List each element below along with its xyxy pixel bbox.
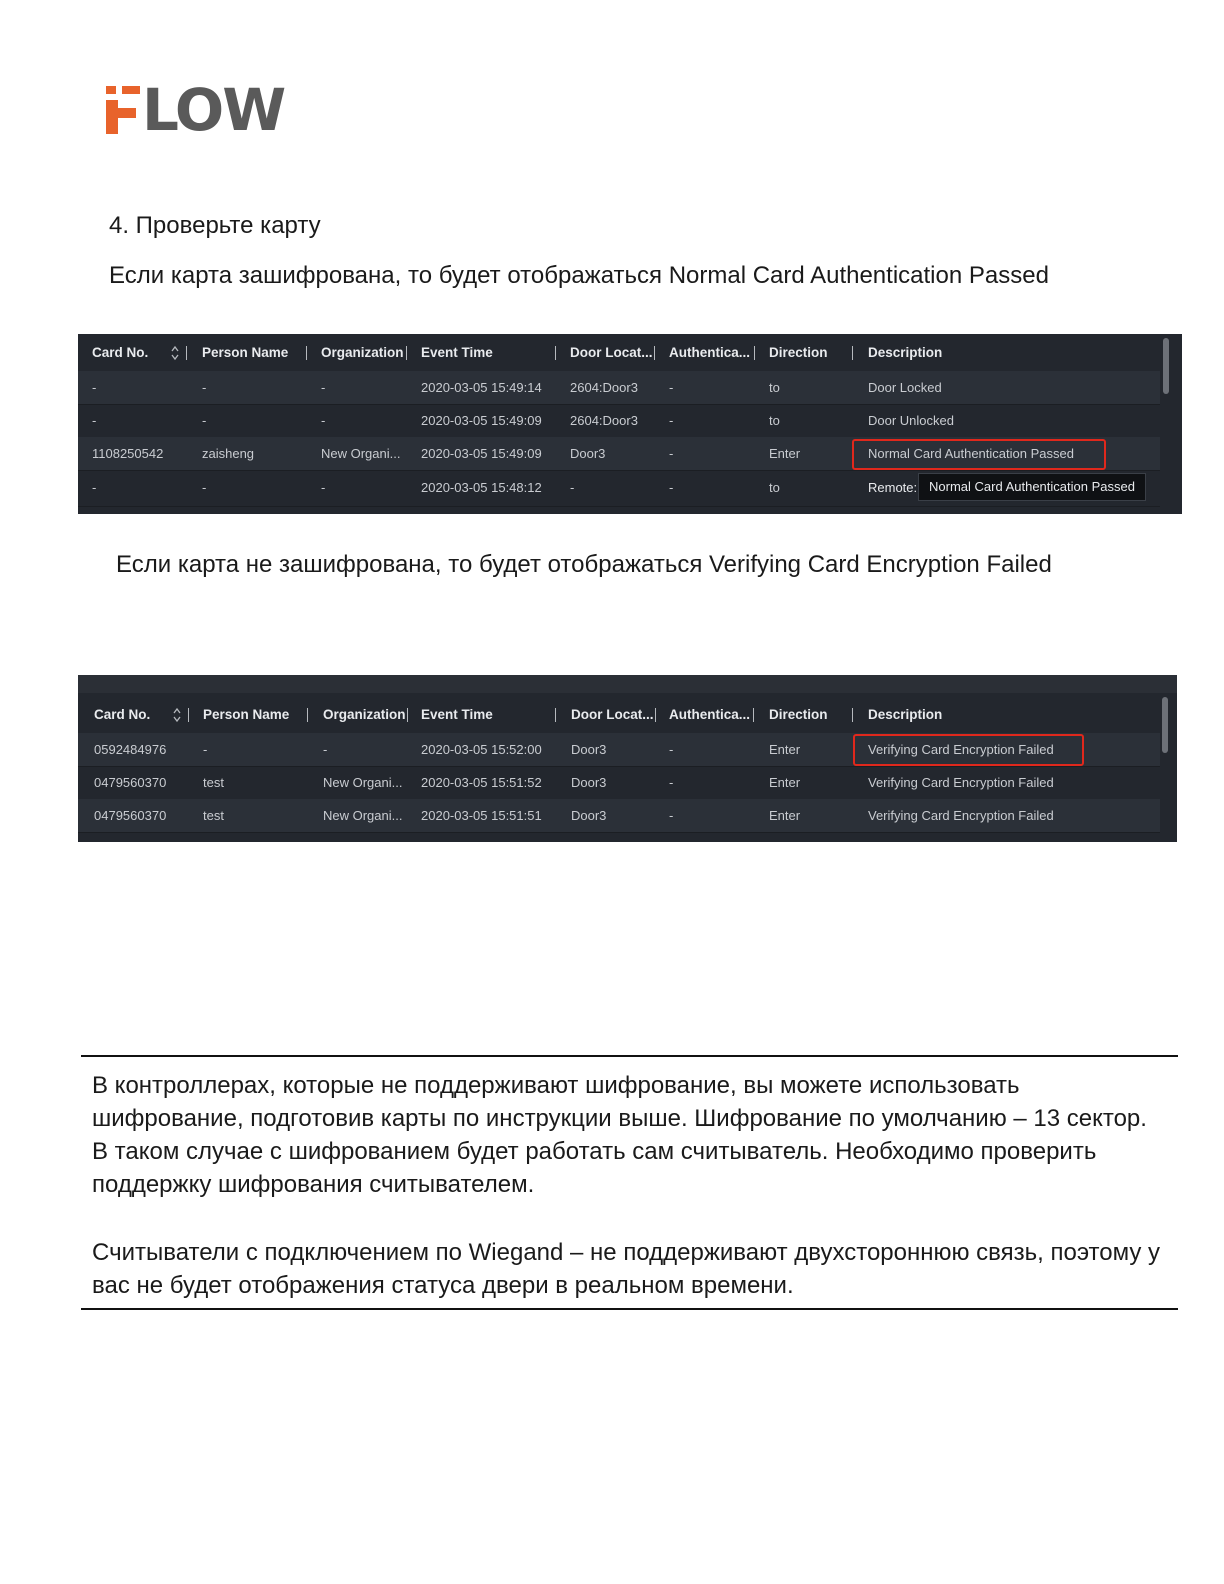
header-person-name[interactable]: Person Name: [202, 345, 289, 360]
note-paragraph-1: В контроллерах, которые не поддерживают шифрование, вы можете использовать шифрование, подготовив карты по инструкции выше. Шифрование по умолчанию – 13 сектор. В таком случае с шифрованием будет работать сам считыватель. Необходимо проверить поддержку шифрования считывателем.: [92, 1072, 1147, 1198]
event-table-encrypted: [78, 334, 1182, 514]
header-event-time[interactable]: Event Time: [421, 345, 493, 360]
header-card-no[interactable]: Card No.: [94, 707, 151, 722]
event-table-not-encrypted: [78, 675, 1177, 842]
header-direction[interactable]: Direction: [769, 707, 828, 722]
note-top-rule: [81, 1055, 1178, 1057]
header-organization[interactable]: Organization: [323, 707, 406, 722]
header-person-name[interactable]: Person Name: [203, 707, 290, 722]
header-description[interactable]: Description: [868, 345, 943, 360]
header-organization[interactable]: Organization: [321, 345, 404, 360]
sort-icon[interactable]: [171, 344, 179, 362]
header-event-time[interactable]: Event Time: [421, 707, 493, 722]
table-header: [78, 336, 1160, 369]
scrollbar-thumb[interactable]: [1162, 697, 1168, 753]
header-card-no[interactable]: Card No.: [92, 345, 149, 360]
highlight-box: [852, 439, 1106, 470]
note-bottom-rule: [81, 1308, 1178, 1310]
header-direction[interactable]: Direction: [769, 345, 828, 360]
scrollbar-thumb[interactable]: [1163, 338, 1169, 394]
sort-icon[interactable]: [173, 706, 181, 724]
header-authentication[interactable]: Authentica...: [669, 707, 751, 722]
table-row[interactable]: 0479560370 test New Organi... 2020-03-05 15:51:52 Door3 - Enter Verifying Card Encryption Failed: [78, 766, 1160, 800]
flow-logo: [106, 76, 285, 144]
table-header: [78, 698, 1160, 731]
table-row[interactable]: 0479560370 test New Organi... 2020-03-05 15:51:51 Door3 - Enter Verifying Card Encryption Failed: [78, 799, 1160, 833]
table-row[interactable]: - - - 2020-03-05 15:49:14 2604:Door3 - to Door Locked: [78, 371, 1160, 405]
note-paragraph-2: Считыватели с подключением по Wiegand – не поддерживают двухстороннюю связь, поэтому у вас не будет отображения статуса двери в реальном времени.: [92, 1239, 1161, 1299]
header-door-location[interactable]: Door Locat...: [571, 707, 654, 722]
highlight-box: [853, 734, 1084, 766]
table-row[interactable]: - - - 2020-03-05 15:48:12 - - to Remote:: [78, 470, 1160, 507]
table-row[interactable]: - - - 2020-03-05 15:49:09 2604:Door3 - to Door Unlocked: [78, 404, 1160, 438]
header-door-location[interactable]: Door Locat...: [570, 345, 653, 360]
logo-text: LOW: [142, 76, 285, 144]
header-description[interactable]: Description: [868, 707, 943, 722]
table-row[interactable]: 0592484976 - - 2020-03-05 15:52:00 Door3 - Enter Verifying Card Encryption Failed: [78, 733, 1160, 767]
logo-f-mark: [106, 86, 140, 134]
not-encrypted-text: Если карта не зашифрована, то будет отображаться Verifying Card Encryption Failed: [116, 551, 1052, 578]
header-authentication[interactable]: Authentica...: [669, 345, 751, 360]
table-row[interactable]: 1108250542 zaisheng New Organi... 2020-03-05 15:49:09 Door3 - Enter Normal Card Authentication Passed: [78, 437, 1160, 471]
encrypted-text: Если карта зашифрована, то будет отображаться Normal Card Authentication Passed: [109, 262, 1049, 289]
step-title: 4. Проверьте карту: [109, 212, 321, 239]
description-tooltip: Normal Card Authentication Passed: [918, 473, 1146, 501]
